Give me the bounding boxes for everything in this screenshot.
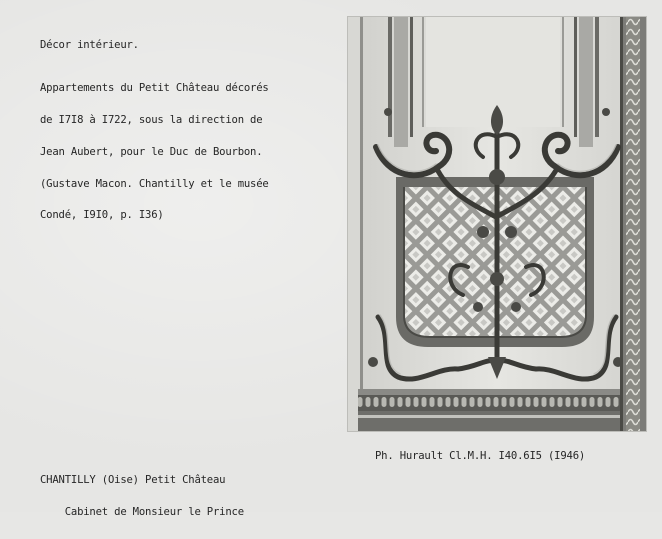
description-line: Jean Aubert, pour le Duc de Bourbon.	[40, 145, 263, 158]
card-description	[40, 62, 269, 242]
card-heading: Décor intérieur.	[40, 39, 139, 51]
caption-location	[40, 454, 244, 539]
caption-photo-credit: Ph. Hurault Cl.M.H. I40.6I5 (I946)	[375, 450, 586, 462]
photograph-carved-panel	[348, 17, 646, 431]
caption-location-line: CHANTILLY (Oise) Petit Château	[40, 474, 226, 487]
description-line: (Gustave Macon. Chantilly et le musée	[40, 177, 269, 190]
description-line: Condé, I9I0, p. I36)	[40, 209, 164, 222]
caption-location-line: Cabinet de Monsieur le Prince	[40, 505, 244, 518]
description-line: Appartements du Petit Château décorés	[40, 82, 269, 95]
description-line: de I7I8 à I722, sous la direction de	[40, 113, 263, 126]
